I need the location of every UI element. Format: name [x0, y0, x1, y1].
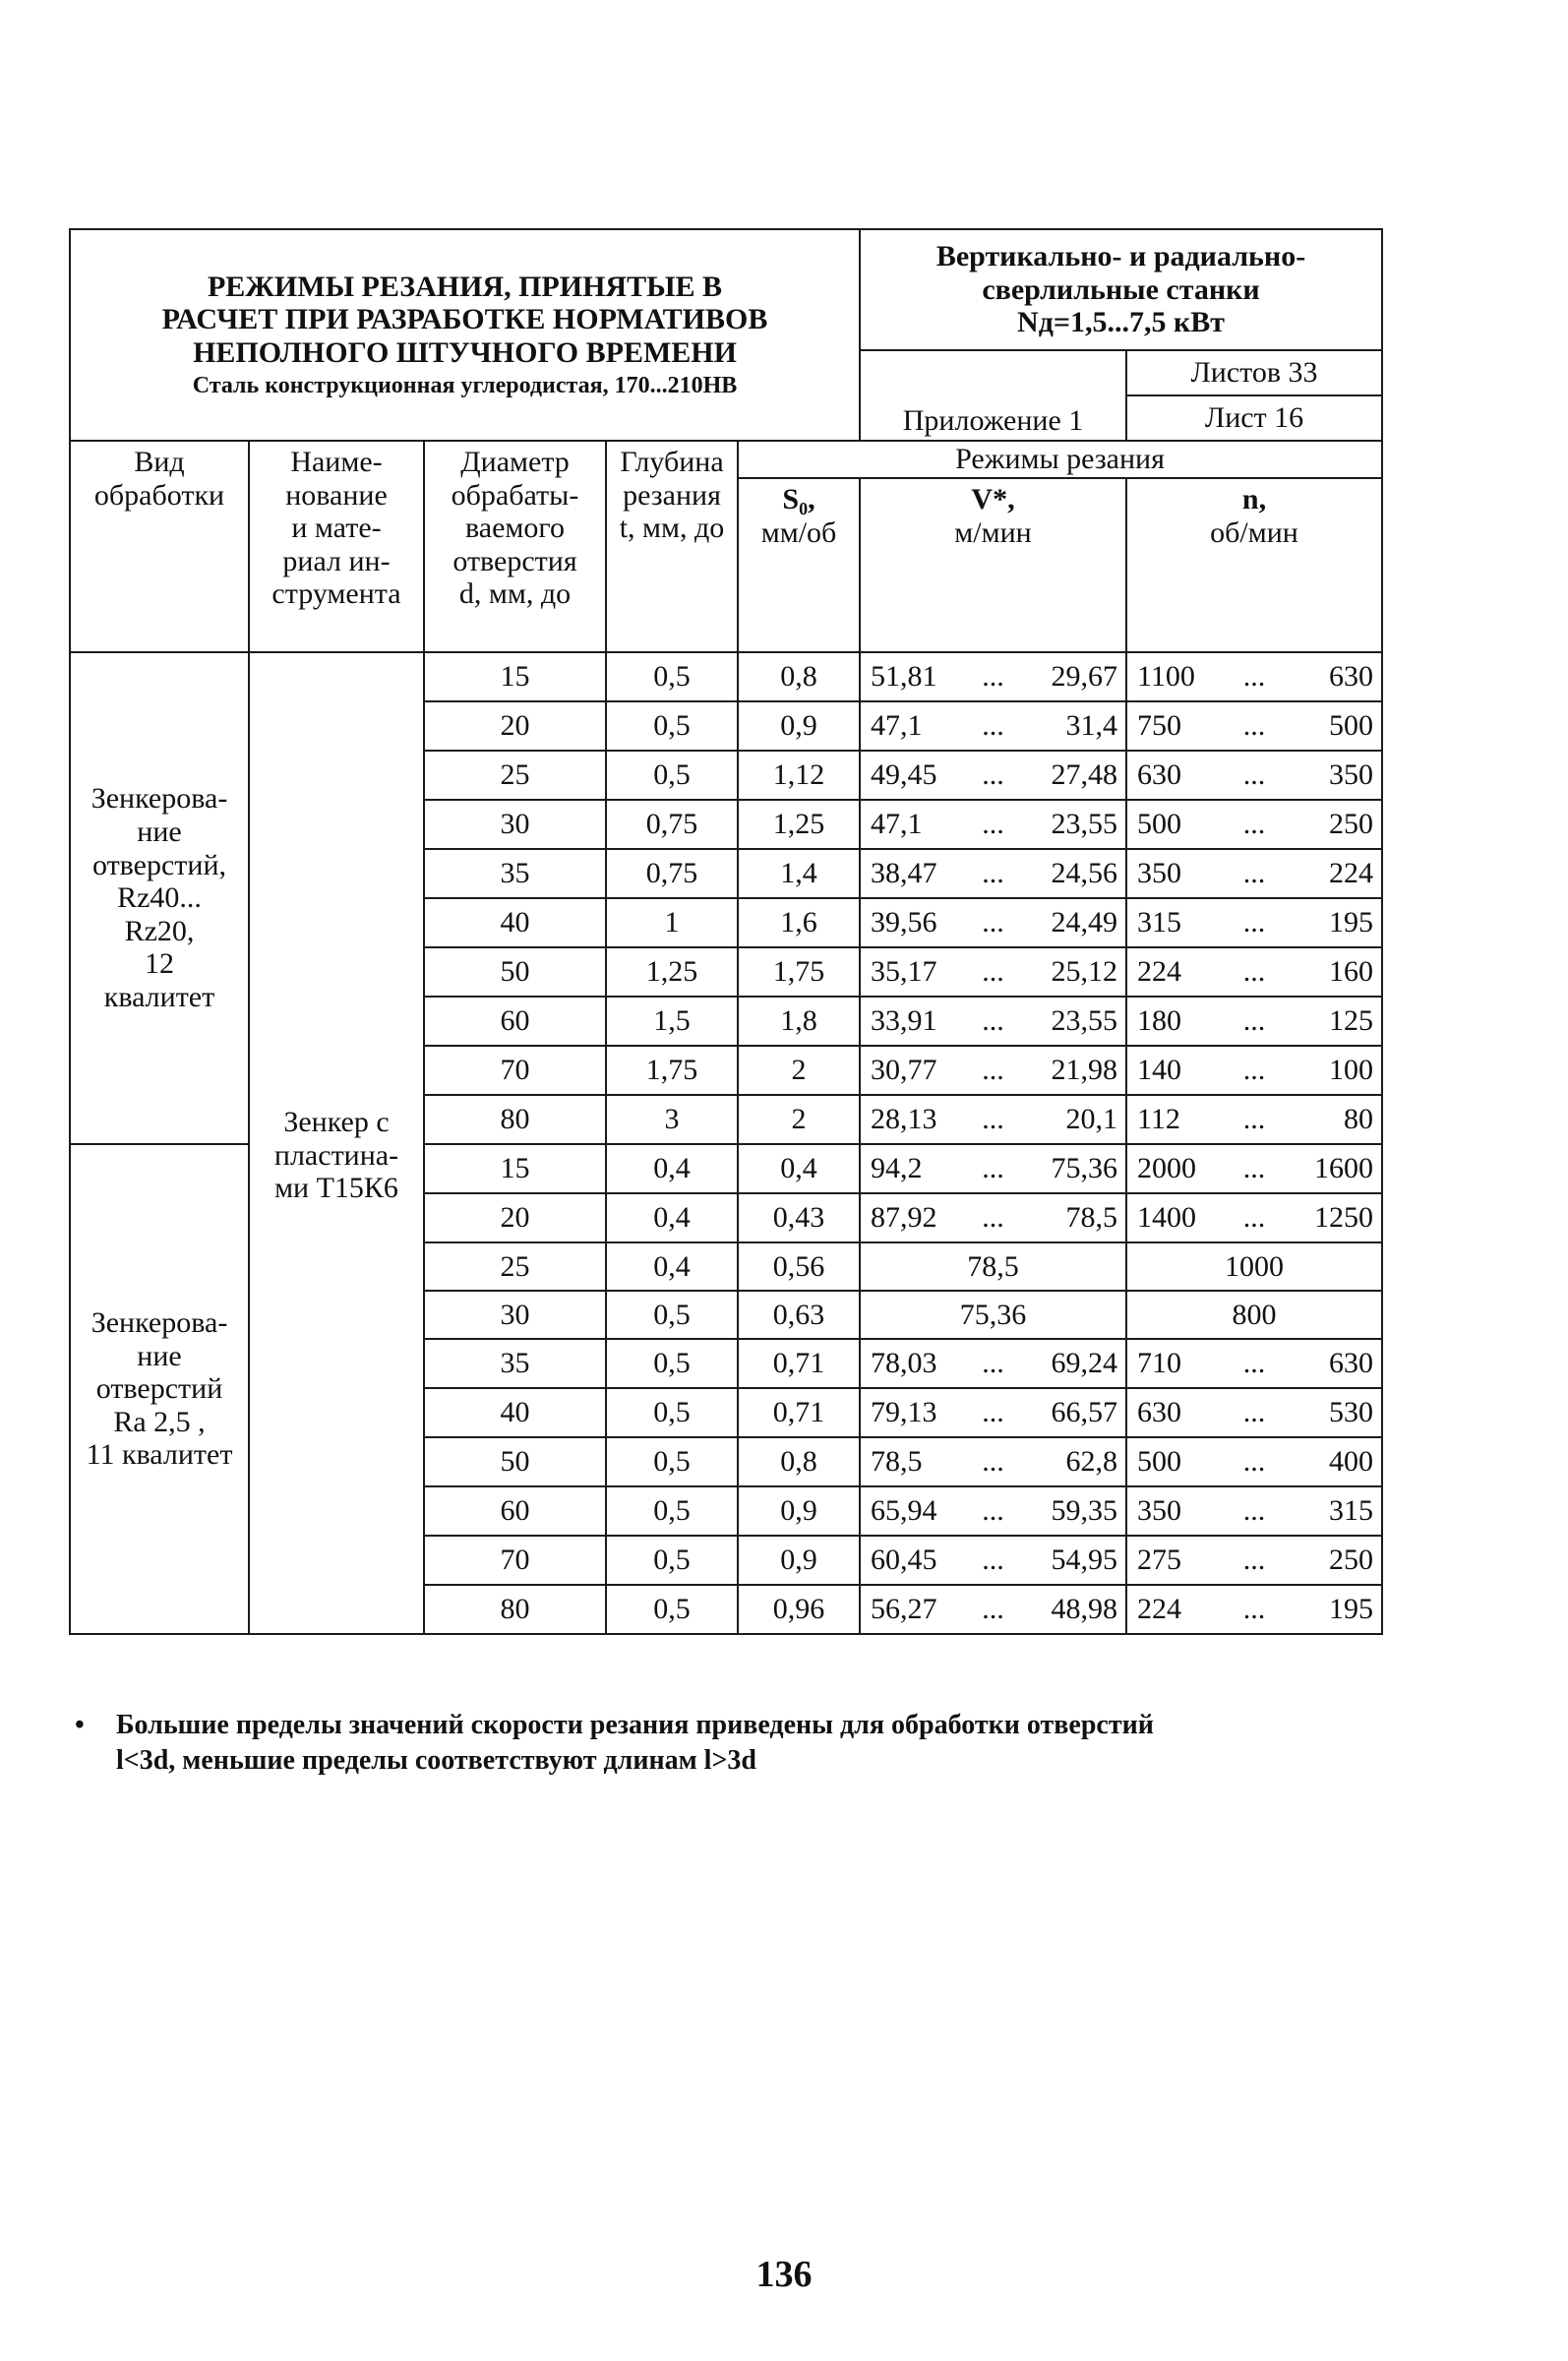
header-text: t, мм, до — [619, 512, 725, 545]
speed-range-cell — [860, 947, 1126, 997]
range-min: 630 — [1329, 660, 1374, 694]
speed-cell: 75,36 — [860, 1291, 1126, 1339]
range-max: 500 — [1137, 808, 1182, 841]
depth-cell: 0,5 — [606, 1585, 738, 1634]
cell-line: ние — [137, 1339, 182, 1372]
speed-range-cell — [860, 1046, 1126, 1095]
feed-cell: 1,8 — [738, 997, 860, 1046]
depth-cell: 0,75 — [606, 849, 738, 898]
range-dots: ... — [982, 1152, 1004, 1185]
range-max: 60,45 — [871, 1544, 937, 1577]
diameter-cell: 70 — [424, 1046, 606, 1095]
cell-line: отверстий, — [91, 848, 227, 881]
col-header-rpm — [1126, 478, 1382, 652]
rpm-range-cell — [1126, 1437, 1382, 1486]
range-max: 47,1 — [871, 709, 923, 743]
range-dots: ... — [1242, 1201, 1266, 1235]
range-max: 112 — [1137, 1103, 1180, 1136]
feed-cell: 0,9 — [738, 701, 860, 751]
range-dots: ... — [1242, 857, 1266, 890]
header-text: м/мин — [954, 515, 1032, 549]
feed-cell: 0,71 — [738, 1388, 860, 1437]
header-text: нование — [285, 478, 388, 512]
range-max: 39,56 — [871, 906, 937, 939]
diameter-cell: 35 — [424, 849, 606, 898]
range-dots: ... — [1242, 1494, 1266, 1528]
range-min: 78,5 — [1065, 1201, 1118, 1235]
header-text: струмента — [271, 577, 401, 611]
range-min: 125 — [1329, 1004, 1374, 1038]
rpm-range-cell — [1126, 652, 1382, 701]
feed-cell: 0,43 — [738, 1193, 860, 1242]
range-max: 2000 — [1137, 1152, 1197, 1185]
speed-range-cell — [860, 1095, 1126, 1144]
process-type-cell — [70, 652, 249, 1144]
speed-range-cell — [860, 1193, 1126, 1242]
range-dots: ... — [982, 955, 1004, 989]
range-dots: ... — [982, 1593, 1004, 1626]
range-max: 94,2 — [871, 1152, 923, 1185]
range-dots: ... — [1242, 1445, 1266, 1479]
range-min: 80 — [1344, 1103, 1374, 1136]
header-text: S₀, — [782, 483, 815, 515]
rpm-range-cell — [1126, 1339, 1382, 1388]
col-header-feed — [738, 478, 860, 652]
feed-cell: 2 — [738, 1095, 860, 1144]
range-max: 224 — [1137, 1593, 1182, 1626]
range-min: 27,48 — [1051, 758, 1118, 792]
header-text: Глубина — [620, 446, 724, 478]
cell-line: Rz40... — [117, 881, 202, 915]
diameter-cell: 15 — [424, 652, 606, 701]
range-dots: ... — [1242, 1004, 1266, 1038]
speed-range-cell — [860, 701, 1126, 751]
speed-range-cell — [860, 1585, 1126, 1634]
range-max: 630 — [1137, 1396, 1182, 1429]
diameter-cell: 70 — [424, 1536, 606, 1585]
range-min: 59,35 — [1051, 1494, 1118, 1528]
range-max: 750 — [1137, 709, 1182, 743]
feed-cell: 1,75 — [738, 947, 860, 997]
rpm-range-cell — [1126, 701, 1382, 751]
range-min: 530 — [1329, 1396, 1374, 1429]
range-dots: ... — [1242, 906, 1266, 939]
diameter-cell: 25 — [424, 1242, 606, 1291]
range-max: 350 — [1137, 1494, 1182, 1528]
range-dots: ... — [982, 1004, 1004, 1038]
bullet-icon: • — [75, 1710, 85, 1740]
col-header-cutting-modes: Режимы резания — [738, 441, 1382, 478]
range-min: 350 — [1329, 758, 1374, 792]
cell-line: 11 квалитет — [86, 1438, 233, 1472]
depth-cell: 0,4 — [606, 1193, 738, 1242]
range-max: 30,77 — [871, 1054, 937, 1087]
range-dots: ... — [1242, 808, 1266, 841]
speed-range-cell — [860, 1339, 1126, 1388]
col-header-speed — [860, 478, 1126, 652]
page-number: 136 — [755, 2254, 813, 2295]
speed-range-cell — [860, 1388, 1126, 1437]
range-min: 315 — [1329, 1494, 1374, 1528]
footnote — [75, 1708, 1375, 1779]
range-dots: ... — [982, 906, 1004, 939]
speed-range-cell — [860, 1486, 1126, 1536]
range-max: 224 — [1137, 955, 1182, 989]
diameter-cell: 20 — [424, 701, 606, 751]
feed-cell: 0,9 — [738, 1486, 860, 1536]
speed-cell: 78,5 — [860, 1242, 1126, 1291]
title-line-3: НЕПОЛНОГО ШТУЧНОГО ВРЕМЕНИ — [193, 335, 737, 369]
speed-range-cell — [860, 652, 1126, 701]
diameter-cell: 30 — [424, 1291, 606, 1339]
cell-line: Зенкерова- — [90, 782, 228, 816]
feed-cell: 1,12 — [738, 751, 860, 800]
header-text: обрабаты- — [451, 478, 579, 512]
cell-line: Зенкер с — [283, 1106, 390, 1138]
header-text: об/мин — [1210, 515, 1298, 549]
feed-cell: 1,25 — [738, 800, 860, 849]
range-min: 66,57 — [1051, 1396, 1118, 1429]
range-max: 140 — [1137, 1054, 1182, 1087]
depth-cell: 1,25 — [606, 947, 738, 997]
rpm-cell: 800 — [1126, 1291, 1382, 1339]
rpm-range-cell — [1126, 1046, 1382, 1095]
header-text: d, мм, до — [458, 577, 572, 611]
depth-cell: 0,5 — [606, 751, 738, 800]
rpm-range-cell — [1126, 849, 1382, 898]
sheets-total: Листов 33 — [1126, 350, 1382, 395]
depth-cell: 0,5 — [606, 701, 738, 751]
header-text: n, — [1241, 483, 1267, 515]
range-min: 1600 — [1314, 1152, 1374, 1185]
range-min: 75,36 — [1051, 1152, 1118, 1185]
range-dots: ... — [1242, 709, 1266, 743]
range-min: 195 — [1329, 1593, 1374, 1626]
range-max: 500 — [1137, 1445, 1182, 1479]
rpm-cell: 1000 — [1126, 1242, 1382, 1291]
col-header-depth — [606, 441, 738, 652]
diameter-cell: 50 — [424, 1437, 606, 1486]
range-max: 78,5 — [871, 1445, 923, 1479]
range-max: 710 — [1137, 1347, 1182, 1380]
range-dots: ... — [1242, 1103, 1266, 1136]
range-min: 62,8 — [1065, 1445, 1118, 1479]
header-text: резания — [623, 478, 721, 512]
header-text: Вид — [134, 446, 185, 478]
document-title — [70, 229, 860, 441]
diameter-cell: 20 — [424, 1193, 606, 1242]
feed-cell: 0,71 — [738, 1339, 860, 1388]
range-dots: ... — [982, 709, 1004, 743]
sheet-number: Лист 16 — [1126, 395, 1382, 441]
range-max: 28,13 — [871, 1103, 937, 1136]
depth-cell: 1,5 — [606, 997, 738, 1046]
range-min: 500 — [1329, 709, 1374, 743]
range-dots: ... — [1242, 1593, 1266, 1626]
speed-range-cell — [860, 849, 1126, 898]
feed-cell: 0,8 — [738, 652, 860, 701]
cell-line: квалитет — [103, 980, 215, 1013]
range-max: 87,92 — [871, 1201, 937, 1235]
range-min: 23,55 — [1051, 1004, 1118, 1038]
rpm-range-cell — [1126, 947, 1382, 997]
range-min: 160 — [1329, 955, 1374, 989]
diameter-cell: 60 — [424, 1486, 606, 1536]
diameter-cell: 60 — [424, 997, 606, 1046]
rpm-range-cell — [1126, 800, 1382, 849]
cell-line: 12 — [145, 947, 174, 981]
cell-line: Зенкерова- — [90, 1306, 228, 1340]
machine-line-2: сверлильные станки — [982, 272, 1260, 306]
rpm-range-cell — [1126, 751, 1382, 800]
header-text: и мате- — [291, 512, 382, 545]
range-min: 25,12 — [1051, 955, 1118, 989]
depth-cell: 1,75 — [606, 1046, 738, 1095]
depth-cell: 1 — [606, 898, 738, 947]
feed-cell: 0,9 — [738, 1536, 860, 1585]
diameter-cell: 25 — [424, 751, 606, 800]
range-max: 1400 — [1137, 1201, 1197, 1235]
range-min: 31,4 — [1065, 709, 1118, 743]
feed-cell: 2 — [738, 1046, 860, 1095]
material-note: Сталь конструкционная углеродистая, 170...210НВ — [192, 373, 738, 399]
tool-cell — [249, 652, 424, 1634]
speed-range-cell — [860, 898, 1126, 947]
header-text: отверстия — [452, 544, 577, 577]
footnote-line-2: l<3d, меньшие пределы соответствуют длинам l>3d — [116, 1744, 756, 1776]
rpm-range-cell — [1126, 898, 1382, 947]
range-max: 38,47 — [871, 857, 937, 890]
range-min: 250 — [1329, 1544, 1374, 1577]
header-text: ваемого — [465, 512, 565, 545]
range-dots: ... — [982, 1347, 1004, 1380]
header-text: Диаметр — [460, 446, 570, 478]
depth-cell: 0,5 — [606, 1536, 738, 1585]
range-dots: ... — [982, 1103, 1004, 1136]
range-dots: ... — [982, 1445, 1004, 1479]
range-max: 47,1 — [871, 808, 923, 841]
diameter-cell: 40 — [424, 1388, 606, 1437]
range-dots: ... — [1242, 1054, 1266, 1087]
range-min: 23,55 — [1051, 808, 1118, 841]
machine-info — [860, 229, 1382, 350]
range-max: 315 — [1137, 906, 1182, 939]
range-dots: ... — [982, 1494, 1004, 1528]
rpm-range-cell — [1126, 1388, 1382, 1437]
range-max: 1100 — [1137, 660, 1195, 694]
cell-line: Ra 2,5 , — [113, 1405, 206, 1438]
range-dots: ... — [982, 857, 1004, 890]
rpm-range-cell — [1126, 1193, 1382, 1242]
range-min: 69,24 — [1051, 1347, 1118, 1380]
range-min: 24,49 — [1051, 906, 1118, 939]
range-min: 24,56 — [1051, 857, 1118, 890]
footnote-line-1: Большие пределы значений скорости резания приведены для обработки отверстий — [116, 1710, 1154, 1740]
range-min: 630 — [1329, 1347, 1374, 1380]
range-max: 78,03 — [871, 1347, 937, 1380]
depth-cell: 0,5 — [606, 1291, 738, 1339]
machine-line-1: Вертикально- и радиально- — [935, 240, 1306, 273]
header-text: Наиме- — [290, 446, 383, 478]
range-max: 65,94 — [871, 1494, 937, 1528]
range-max: 51,81 — [871, 660, 937, 694]
diameter-cell: 15 — [424, 1144, 606, 1193]
diameter-cell: 30 — [424, 800, 606, 849]
header-text: V*, — [971, 483, 1015, 515]
range-dots: ... — [982, 1396, 1004, 1429]
rpm-range-cell — [1126, 1144, 1382, 1193]
speed-range-cell — [860, 800, 1126, 849]
speed-range-cell — [860, 1437, 1126, 1486]
speed-range-cell — [860, 1144, 1126, 1193]
range-min: 29,67 — [1051, 660, 1118, 694]
range-dots: ... — [1242, 955, 1266, 989]
range-max: 275 — [1137, 1544, 1182, 1577]
range-max: 180 — [1137, 1004, 1182, 1038]
cell-line: отверстий — [95, 1372, 223, 1406]
diameter-cell: 80 — [424, 1585, 606, 1634]
range-min: 100 — [1329, 1054, 1374, 1087]
range-dots: ... — [1242, 758, 1266, 792]
rpm-range-cell — [1126, 1536, 1382, 1585]
range-max: 350 — [1137, 857, 1182, 890]
col-header-tool — [249, 441, 424, 652]
depth-cell: 0,75 — [606, 800, 738, 849]
range-max: 49,45 — [871, 758, 937, 792]
range-min: 20,1 — [1065, 1103, 1118, 1136]
range-min: 224 — [1329, 857, 1374, 890]
cell-line: ми Т15К6 — [274, 1172, 398, 1205]
range-max: 56,27 — [871, 1593, 937, 1626]
range-dots: ... — [982, 758, 1004, 792]
rpm-range-cell — [1126, 1585, 1382, 1634]
depth-cell: 0,4 — [606, 1144, 738, 1193]
depth-cell: 0,5 — [606, 1388, 738, 1437]
speed-range-cell — [860, 997, 1126, 1046]
speed-range-cell — [860, 1536, 1126, 1585]
appendix-label: Приложение 1 — [860, 350, 1126, 441]
cutting-modes-table — [69, 228, 1383, 1635]
range-min: 400 — [1329, 1445, 1374, 1479]
range-max: 630 — [1137, 758, 1182, 792]
range-max: 79,13 — [871, 1396, 937, 1429]
feed-cell: 0,56 — [738, 1242, 860, 1291]
range-min: 1250 — [1314, 1201, 1374, 1235]
range-dots: ... — [1242, 1347, 1266, 1380]
range-dots: ... — [982, 660, 1004, 694]
diameter-cell: 80 — [424, 1095, 606, 1144]
depth-cell: 3 — [606, 1095, 738, 1144]
col-header-process — [70, 441, 249, 652]
speed-range-cell — [860, 751, 1126, 800]
cell-line: ние — [137, 816, 182, 849]
range-dots: ... — [1242, 1152, 1266, 1185]
table-row — [70, 652, 1382, 701]
col-header-diameter — [424, 441, 606, 652]
machine-power: Nд=1,5...7,5 кВт — [1017, 306, 1225, 339]
rpm-range-cell — [1126, 997, 1382, 1046]
depth-cell: 0,5 — [606, 1486, 738, 1536]
range-max: 33,91 — [871, 1004, 937, 1038]
title-line-2: РАСЧЕТ ПРИ РАЗРАБОТКЕ НОРМАТИВОВ — [161, 303, 768, 336]
diameter-cell: 50 — [424, 947, 606, 997]
range-dots: ... — [1242, 1544, 1266, 1577]
range-min: 21,98 — [1051, 1054, 1118, 1087]
feed-cell: 0,4 — [738, 1144, 860, 1193]
feed-cell: 0,63 — [738, 1291, 860, 1339]
feed-cell: 0,8 — [738, 1437, 860, 1486]
header-text: обработки — [93, 478, 225, 512]
depth-cell: 0,5 — [606, 1437, 738, 1486]
header-text: риал ин- — [282, 544, 391, 577]
range-max: 35,17 — [871, 955, 937, 989]
range-min: 195 — [1329, 906, 1374, 939]
header-text: мм/об — [760, 515, 837, 549]
range-dots: ... — [982, 1054, 1004, 1087]
depth-cell: 0,4 — [606, 1242, 738, 1291]
diameter-cell: 40 — [424, 898, 606, 947]
rpm-range-cell — [1126, 1095, 1382, 1144]
range-dots: ... — [1242, 660, 1266, 694]
cell-line: пластина- — [273, 1138, 399, 1172]
cell-line: Rz20, — [124, 914, 195, 947]
feed-cell: 0,96 — [738, 1585, 860, 1634]
range-min: 250 — [1329, 808, 1374, 841]
range-dots: ... — [1242, 1396, 1266, 1429]
diameter-cell: 35 — [424, 1339, 606, 1388]
feed-cell: 1,6 — [738, 898, 860, 947]
range-dots: ... — [982, 1201, 1004, 1235]
depth-cell: 0,5 — [606, 1339, 738, 1388]
depth-cell: 0,5 — [606, 652, 738, 701]
rpm-range-cell — [1126, 1486, 1382, 1536]
title-line-1: РЕЖИМЫ РЕЗАНИЯ, ПРИНЯТЫЕ В — [207, 270, 723, 303]
range-min: 48,98 — [1051, 1593, 1118, 1626]
process-type-cell — [70, 1144, 249, 1634]
range-dots: ... — [982, 808, 1004, 841]
range-dots: ... — [982, 1544, 1004, 1577]
feed-cell: 1,4 — [738, 849, 860, 898]
range-min: 54,95 — [1051, 1544, 1118, 1577]
